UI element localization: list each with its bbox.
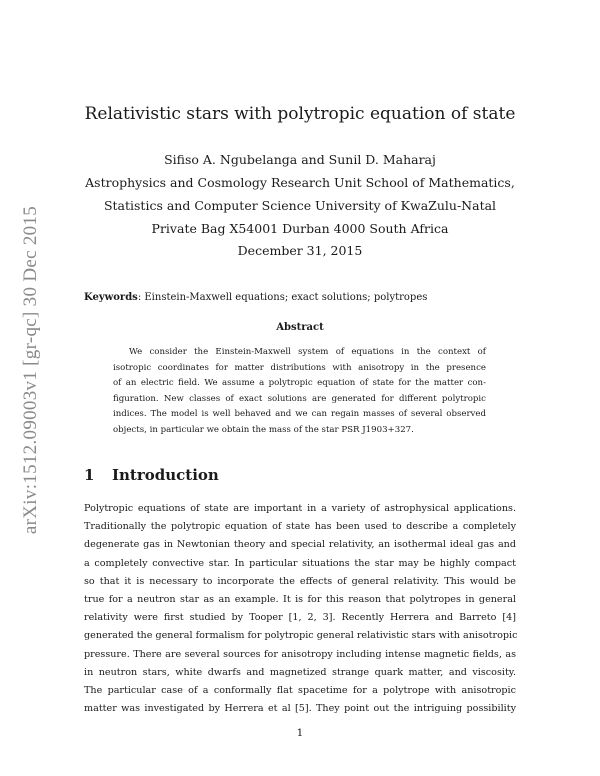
intro-line: a completely convective star. In particular situations the star may be highly compact xyxy=(84,557,516,569)
section-number: 1 xyxy=(84,466,95,484)
author-block xyxy=(0,148,600,240)
intro-line: pressure. There are several sources for anisotropy including intense magnetic fields, as xyxy=(84,648,516,660)
abstract-heading: Abstract xyxy=(276,322,324,333)
keywords-label: Keywords xyxy=(84,292,138,303)
intro-line: so that it is necessary to incorporate the effects of general relativity. This would be xyxy=(84,575,516,587)
abstract-line: indices. The model is well behaved and we can regain masses of several observed xyxy=(113,409,486,420)
intro-line: true for a neutron star as an example. It is for this reason that polytropes in general xyxy=(84,594,516,606)
intro-line: The particular case of a conformally flat spacetime for a polytrope with anisotropic xyxy=(84,685,516,697)
intro-line: in neutron stars, white dwarfs and magnetized strange quark matter, and viscosity. xyxy=(84,666,516,678)
paper-title: Relativistic stars with polytropic equation of state xyxy=(84,104,516,124)
page-number: 1 xyxy=(296,727,304,739)
author-names: Sifiso A. Ngubelanga and Sunil D. Maharaj xyxy=(164,152,436,167)
keywords xyxy=(84,292,524,303)
section-heading xyxy=(84,466,219,484)
paper-date: December 31, 2015 xyxy=(237,243,363,258)
intro-line: degenerate gas in Newtonian theory and special relativity, an isothermal ideal gas and xyxy=(84,539,516,551)
abstract-line: isotropic coordinates for matter distributions with anisotropy in the presence xyxy=(113,362,486,373)
intro-body xyxy=(84,500,516,718)
abstract-body xyxy=(113,345,486,439)
arxiv-stamp-text: arXiv:1512.09003v1 [gr-qc] 30 Dec 2015 xyxy=(20,205,42,535)
affiliation-line-3: Private Bag X54001 Durban 4000 South Africa xyxy=(151,221,449,236)
intro-line: Polytropic equations of state are important in a variety of astrophysical applications. xyxy=(84,503,516,514)
abstract-line: We consider the Einstein-Maxwell system of equations in the context of xyxy=(129,347,486,357)
intro-line: matter was investigated by Herrera et al [5]. They point out the intriguing possibility xyxy=(84,703,516,715)
keywords-text: : Einstein-Maxwell equations; exact solutions; polytropes xyxy=(137,292,428,303)
affiliation-line-1: Astrophysics and Cosmology Research Unit School of Mathematics, xyxy=(85,175,515,190)
intro-line: Traditionally the polytropic equation of state has been used to describe a completely xyxy=(84,521,516,533)
abstract-line: objects, in particular we obtain the mass of the star PSR J1903+327. xyxy=(113,424,414,435)
abstract-line: of an electric field. We assume a polytropic equation of state for the matter con- xyxy=(113,378,486,389)
abstract-line: figuration. New classes of exact solutions are generated for different polytropic xyxy=(113,393,486,404)
intro-line: relativity were first studied by Tooper [1, 2, 3]. Recently Herrera and Barreto [4] xyxy=(84,612,516,624)
intro-line: generated the general formalism for polytropic general relativistic stars with anisotropic xyxy=(84,630,518,642)
affiliation-line-2: Statistics and Computer Science University of KwaZulu-Natal xyxy=(103,198,497,213)
section-title: Introduction xyxy=(112,466,219,484)
